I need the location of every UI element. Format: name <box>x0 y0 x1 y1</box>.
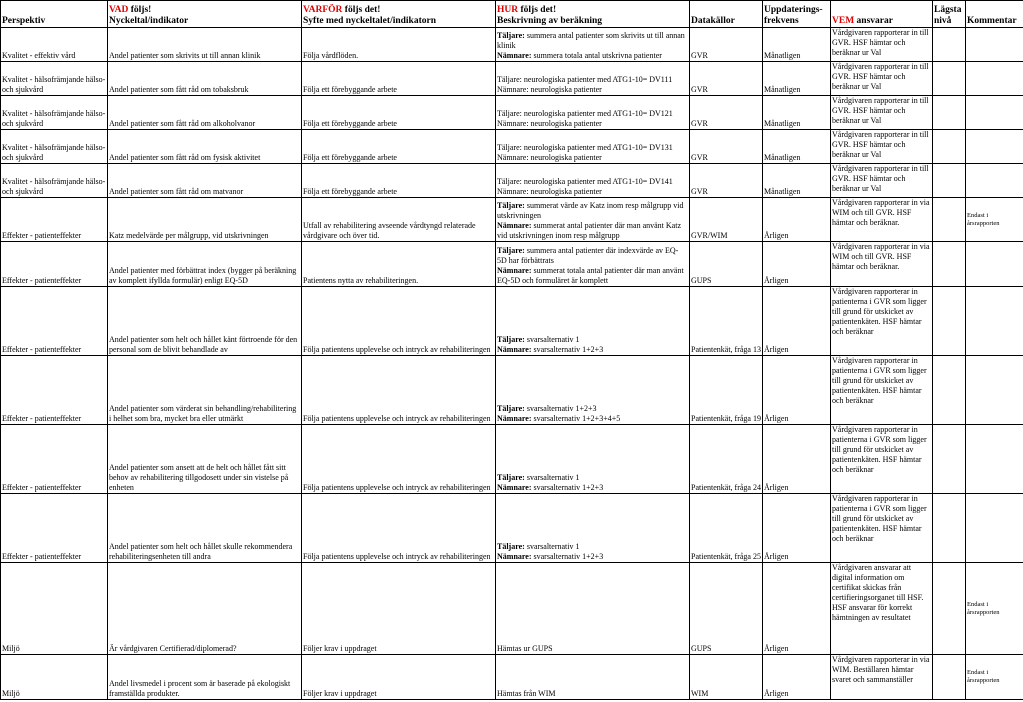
cell-perspektiv: Kvalitet - hälsofrämjande hälso- och sjukvård <box>1 130 108 164</box>
cell-lagsta-niva <box>933 130 966 164</box>
cell-datakallor: Patientenkät, fråga 24 <box>690 425 763 494</box>
col-header-kommentar: Kommentar <box>966 1 1023 28</box>
table-row <box>1 287 1023 356</box>
cell-vem: Vårdgivaren rapporterar in via WIM och till GVR. HSF hämtar och beräknar. <box>831 242 933 287</box>
cell-vad: Andel patienter som värderat sin behandling/rehabilitering i helhet som bra, mycket bra eller utmärkt <box>108 356 302 425</box>
cell-datakallor: Patientenkät, fråga 25 <box>690 494 763 563</box>
table-row <box>1 242 1023 287</box>
table-row <box>1 96 1023 130</box>
cell-vem: Vårdgivaren rapporterar in patienterna i GVR som ligger till grund för utskicket av patientenkäten. HSF hämtar och beräknar <box>831 287 933 356</box>
cell-datakallor: GVR <box>690 164 763 198</box>
cell-vem: Vårdgivaren rapporterar in via WIM och till GVR. HSF hämtar och beräknar. <box>831 198 933 242</box>
cell-perspektiv: Effekter - patienteffekter <box>1 198 108 242</box>
cell-lagsta-niva <box>933 287 966 356</box>
cell-datakallor: Patientenkät, fråga 19 <box>690 356 763 425</box>
table-row <box>1 28 1023 62</box>
cell-frekvens: Årligen <box>763 494 831 563</box>
cell-perspektiv: Effekter - patienteffekter <box>1 287 108 356</box>
table-row <box>1 62 1023 96</box>
cell-lagsta-niva <box>933 62 966 96</box>
header-row <box>1 1 1023 28</box>
cell-varfor: Följa ett förebyggande arbete <box>302 130 496 164</box>
cell-vad: Andel patienter som skrivits ut till annan klinik <box>108 28 302 62</box>
cell-perspektiv: Effekter - patienteffekter <box>1 494 108 563</box>
cell-vad: Andel patienter som fått råd om tobaksbruk <box>108 62 302 96</box>
cell-frekvens: Årligen <box>763 198 831 242</box>
table-row <box>1 198 1023 242</box>
cell-lagsta-niva <box>933 563 966 655</box>
cell-hur: Täljare: neurologiska patienter med ATG1-10= DV111 Nämnare: neurologiska patienter <box>496 62 690 96</box>
cell-lagsta-niva <box>933 655 966 700</box>
cell-kommentar: Endast i årsrapporten <box>966 655 1023 700</box>
cell-perspektiv: Kvalitet - hälsofrämjande hälso- och sjukvård <box>1 96 108 130</box>
col-header-datakallor: Datakällor <box>690 1 763 28</box>
cell-varfor: Följa ett förebyggande arbete <box>302 62 496 96</box>
cell-vem: Vårdgivaren rapporterar in till GVR. HSF hämtar och beräknar ur Val <box>831 62 933 96</box>
cell-datakallor: GUPS <box>690 242 763 287</box>
cell-frekvens: Årligen <box>763 356 831 425</box>
table-row <box>1 655 1023 700</box>
cell-vad: Är vårdgivaren Certifierad/diplomerad? <box>108 563 302 655</box>
cell-perspektiv: Kvalitet - effektiv vård <box>1 28 108 62</box>
cell-frekvens: Årligen <box>763 655 831 700</box>
cell-perspektiv: Miljö <box>1 655 108 700</box>
cell-lagsta-niva <box>933 494 966 563</box>
cell-datakallor: GVR <box>690 96 763 130</box>
cell-kommentar <box>966 130 1023 164</box>
cell-datakallor: GVR <box>690 28 763 62</box>
cell-frekvens: Månatligen <box>763 28 831 62</box>
cell-kommentar <box>966 425 1023 494</box>
cell-varfor: Följa ett förebyggande arbete <box>302 164 496 198</box>
cell-lagsta-niva <box>933 198 966 242</box>
col-header-vem: VEM ansvarar <box>831 1 933 28</box>
cell-varfor: Följa vårdflöden. <box>302 28 496 62</box>
table-row <box>1 356 1023 425</box>
cell-kommentar: Endast i årsrapporten <box>966 563 1023 655</box>
col-header-uppdateringsfrekvens: Uppdaterings- frekvens <box>763 1 831 28</box>
cell-perspektiv: Effekter - patienteffekter <box>1 242 108 287</box>
cell-frekvens: Månatligen <box>763 130 831 164</box>
table-row <box>1 164 1023 198</box>
cell-kommentar <box>966 96 1023 130</box>
cell-varfor: Följa patientens upplevelse och intryck av rehabiliteringen <box>302 287 496 356</box>
cell-vad: Andel patienter med förbättrat index (bygger på beräkning av komplett ifyllda formulär) enligt EQ-5D <box>108 242 302 287</box>
cell-kommentar: Endast i årsrapporten <box>966 198 1023 242</box>
cell-vad: Andel patienter som helt och hållet skulle rekommendera rehabiliteringsenheten till andra <box>108 494 302 563</box>
cell-perspektiv: Kvalitet - hälsofrämjande hälso- och sjukvård <box>1 62 108 96</box>
cell-hur: Täljare: svarsalternativ 1 Nämnare: svarsalternativ 1+2+3 <box>496 425 690 494</box>
cell-kommentar <box>966 164 1023 198</box>
cell-lagsta-niva <box>933 356 966 425</box>
cell-vem: Vårdgivaren rapporterar in patienterna i GVR som ligger till grund för utskicket av patientenkäten. HSF hämtar och beräknar <box>831 356 933 425</box>
cell-kommentar <box>966 356 1023 425</box>
cell-vem: Vårdgivaren rapporterar in till GVR. HSF hämtar och beräknar ur Val <box>831 96 933 130</box>
cell-frekvens: Årligen <box>763 242 831 287</box>
cell-hur: Täljare: summera antal patienter där indexvärde av EQ-5D har förbättrats Nämnare: summerat totala antal patienter där man använt EQ-5D och formuläret är komplett <box>496 242 690 287</box>
cell-vem: Vårdgivaren rapporterar in patienterna i GVR som ligger till grund för utskicket av patientenkäten. HSF hämtar och beräknar <box>831 425 933 494</box>
col-header-lagsta-niva: Lägsta nivå <box>933 1 966 28</box>
cell-hur: Täljare: summera antal patienter som skrivits ut till annan klinik Nämnare: summera totala antal utskrivna patienter <box>496 28 690 62</box>
cell-frekvens: Årligen <box>763 425 831 494</box>
cell-vad: Andel patienter som fått råd om matvanor <box>108 164 302 198</box>
cell-lagsta-niva <box>933 96 966 130</box>
cell-hur: Täljare: svarsalternativ 1 Nämnare: svarsalternativ 1+2+3 <box>496 494 690 563</box>
cell-lagsta-niva <box>933 425 966 494</box>
cell-frekvens: Månatligen <box>763 164 831 198</box>
cell-kommentar <box>966 28 1023 62</box>
cell-varfor: Följer krav i uppdraget <box>302 655 496 700</box>
cell-varfor: Patientens nytta av rehabiliteringen. <box>302 242 496 287</box>
cell-vad: Andel patienter som helt och hållet känt förtroende för den personal som de blivit behandlade av <box>108 287 302 356</box>
cell-hur: Hämtas från WIM <box>496 655 690 700</box>
cell-perspektiv: Effekter - patienteffekter <box>1 356 108 425</box>
table-row <box>1 130 1023 164</box>
cell-datakallor: GVR <box>690 130 763 164</box>
table-row <box>1 425 1023 494</box>
cell-kommentar <box>966 494 1023 563</box>
cell-vad: Andel livsmedel i procent som är baserade på ekologiskt framställda produkter. <box>108 655 302 700</box>
cell-vem: Vårdgivaren rapporterar in via WIM. Beställaren hämtar svaret och sammanställer <box>831 655 933 700</box>
cell-hur: Täljare: neurologiska patienter med ATG1-10= DV141 Nämnare: neurologiska patienter <box>496 164 690 198</box>
col-header-hur: HUR följs det! Beskrivning av beräkning <box>496 1 690 28</box>
cell-vad: Andel patienter som fått råd om fysisk aktivitet <box>108 130 302 164</box>
table-row <box>1 494 1023 563</box>
cell-frekvens: Månatligen <box>763 96 831 130</box>
cell-perspektiv: Effekter - patienteffekter <box>1 425 108 494</box>
cell-hur: Täljare: svarsalternativ 1+2+3 Nämnare: svarsalternativ 1+2+3+4+5 <box>496 356 690 425</box>
cell-varfor: Följa patientens upplevelse och intryck av rehabiliteringen <box>302 494 496 563</box>
cell-hur: Täljare: svarsalternativ 1 Nämnare: svarsalternativ 1+2+3 <box>496 287 690 356</box>
cell-datakallor: GVR/WIM <box>690 198 763 242</box>
cell-vem: Vårdgivaren rapporterar in patienterna i GVR som ligger till grund för utskicket av patientenkäten. HSF hämtar och beräknar <box>831 494 933 563</box>
cell-kommentar <box>966 287 1023 356</box>
cell-varfor: Utfall av rehabilitering avseende vårdtyngd relaterade vårdgivare och över tid. <box>302 198 496 242</box>
cell-vad: Andel patienter som ansett att de helt och hållet fått sitt behov av rehabilitering tillgodosett under sin vistelse på enheten <box>108 425 302 494</box>
cell-vad: Katz medelvärde per målgrupp, vid utskrivningen <box>108 198 302 242</box>
cell-kommentar <box>966 62 1023 96</box>
cell-varfor: Följer krav i uppdraget <box>302 563 496 655</box>
table-row <box>1 563 1023 655</box>
cell-varfor: Följa patientens upplevelse och intryck av rehabiliteringen <box>302 425 496 494</box>
cell-perspektiv: Kvalitet - hälsofrämjande hälso- och sjukvård <box>1 164 108 198</box>
cell-datakallor: GUPS <box>690 563 763 655</box>
cell-vem: Vårdgivaren ansvarar att digital information om certifikat skickas från certifieringsorganet till HSF. HSF ansvarar för korrekt hämtningen av resultatet <box>831 563 933 655</box>
cell-vem: Vårdgivaren rapporterar in till GVR. HSF hämtar och beräknar ur Val <box>831 164 933 198</box>
cell-lagsta-niva <box>933 164 966 198</box>
col-header-vad: VAD följs! Nyckeltal/indikator <box>108 1 302 28</box>
cell-frekvens: Månatligen <box>763 62 831 96</box>
cell-datakallor: WIM <box>690 655 763 700</box>
cell-lagsta-niva <box>933 28 966 62</box>
cell-hur: Täljare: neurologiska patienter med ATG1-10= DV131 Nämnare: neurologiska patienter <box>496 130 690 164</box>
cell-frekvens: Årligen <box>763 287 831 356</box>
cell-datakallor: GVR <box>690 62 763 96</box>
col-header-perspektiv: Perspektiv <box>1 1 108 28</box>
cell-varfor: Följa ett förebyggande arbete <box>302 96 496 130</box>
cell-frekvens: Årligen <box>763 563 831 655</box>
cell-vem: Vårdgivaren rapporterar in till GVR. HSF hämtar och beräknar ur Val <box>831 28 933 62</box>
cell-datakallor: Patientenkät, fråga 13 <box>690 287 763 356</box>
cell-kommentar <box>966 242 1023 287</box>
cell-varfor: Följa patientens upplevelse och intryck av rehabiliteringen <box>302 356 496 425</box>
cell-hur: Täljare: neurologiska patienter med ATG1-10= DV121 Nämnare: neurologiska patienter <box>496 96 690 130</box>
cell-perspektiv: Miljö <box>1 563 108 655</box>
cell-vad: Andel patienter som fått råd om alkoholvanor <box>108 96 302 130</box>
cell-vem: Vårdgivaren rapporterar in till GVR. HSF hämtar och beräknar ur Val <box>831 130 933 164</box>
cell-hur: Täljare: summerat värde av Katz inom resp målgrupp vid utskrivningen Nämnare: summerat antal patienter där man använt Katz vid utskrivningen inom resp målgrupp <box>496 198 690 242</box>
col-header-varfor: VARFÖR följs det! Syfte med nyckeltalet/indikatorn <box>302 1 496 28</box>
cell-hur: Hämtas ur GUPS <box>496 563 690 655</box>
cell-lagsta-niva <box>933 242 966 287</box>
